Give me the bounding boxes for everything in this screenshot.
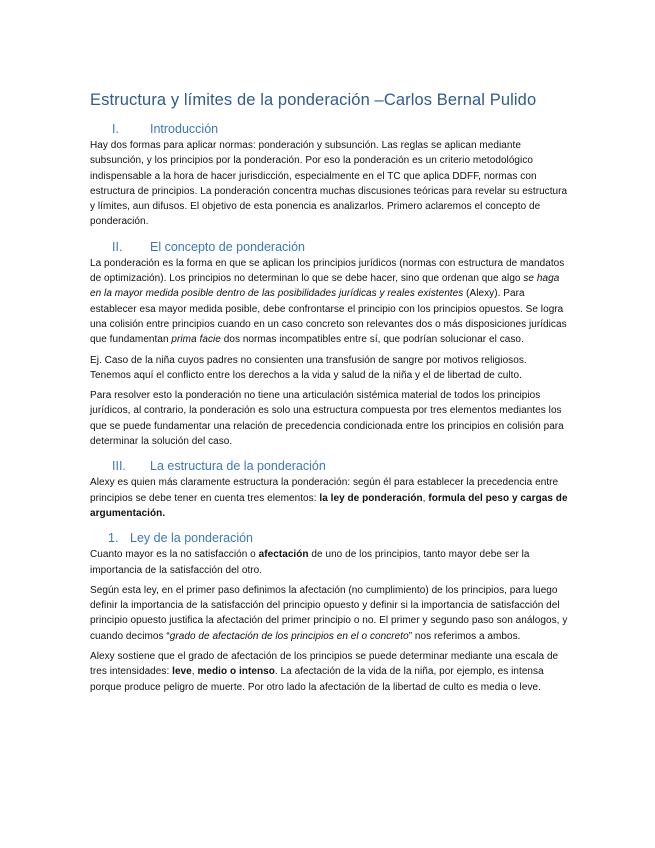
section-heading-estructura <box>90 457 568 475</box>
section-title: La estructura de la ponderación <box>150 459 326 474</box>
section-number: II. <box>112 239 123 254</box>
section-heading-concepto <box>90 238 568 256</box>
page-title: Estructura y límites de la ponderación –Carlos Bernal Pulido <box>90 91 537 109</box>
section-number: I. <box>112 122 119 136</box>
paragraph-concepto-3: Para resolver esto la ponderación no tiene una articulación sistémica material de todos los principios jurídicos, al contrario, la ponderación es solo una estructura compuesta por tres elementos mediantes los que se puede fundamentar una relación de precedencia condicionada entre los principios en colisión para determinar la solución del caso. <box>90 390 564 448</box>
paragraph-concepto-1: La ponderación es la forma en que se aplican los principios jurídicos (normas con estructura de mandatos de optimización). Los principios no determinan lo que se debe hacer, sino que ordenan que algo se haga en la mayor medida posible dentro de las posibilidades jurídicas y reales existentes (Alexy). Para establecer esa mayor medida posible, debe confrontarse el principio con los principios opuestos. Se logra una colisión entre principios cuando en un caso concreto son relevantes dos o más disposiciones jurídicas que fundamentan prima facie dos normas incompatibles entre sí, que podrían solucionar el caso. <box>90 257 567 346</box>
section-number: III. <box>112 459 126 474</box>
paragraph-ley-3: Alexy sostiene que el grado de afectación de los principios se puede determinar mediante una escala de tres intensidades: leve, medio o intenso. La afectación de la vida de la niña, por ejemplo, es intensa porque produce peligro de muerte. Por otro lado la afectación de la libertad de culto es media o leve. <box>90 651 559 693</box>
paragraph-estructura-1: Alexy es quien más claramente estructura la ponderación: según él para establecer la precedencia entre principios se debe tener en cuenta tres elementos: la ley de ponderación, formula del peso y cargas de argumentación. <box>90 477 568 519</box>
paragraph-introduccion: Hay dos formas para aplicar normas: ponderación y subsunción. Las reglas se aplican mediante subsunción, y los principios por la ponderación. Por eso la ponderación es un criterio metodológico indispensable a la hora de hacer jurisdicción, especialmente en el TC que aplica DDFF, normas con estructura de principios. La ponderación concentra muchas discusiones teóricas para revelar su estructura y límites, aun difusos. El objetivo de esta ponencia es analizarlos. Primero aclaremos el concepto de ponderación. <box>90 140 568 228</box>
subsection-heading-ley-ponderacion <box>90 529 568 547</box>
subsection-title: Ley de la ponderación <box>130 531 254 546</box>
section-heading-introduccion <box>90 120 568 138</box>
paragraph-ley-1: Cuanto mayor es la no satisfacción o afectación de uno de los principios, tanto mayor debe ser la importancia de la satisfacción del otro. <box>90 549 530 576</box>
subsection-number: 1. <box>108 531 119 546</box>
section-title: Introducción <box>150 122 219 136</box>
paragraph-concepto-example: Ej. Caso de la niña cuyos padres no consienten una transfusión de sangre por motivos religiosos. Tenemos aquí el conflicto entre los derechos a la vida y salud de la niña y el de libertad de culto. <box>90 354 527 381</box>
paragraph-ley-2: Según esta ley, en el primer paso definimos la afectación (no cumplimiento) de los principios, para luego definir la importancia de la satisfacción del principio opuesto y definir si la importancia de satisfacción del principio opuesto justifica la afectación del primer principio o no. El primer y segundo paso son análogos, y cuando decimos “grado de afectación de los principios en el o concreto” nos referimos a ambos. <box>90 584 568 642</box>
section-title: El concepto de ponderación <box>150 239 305 254</box>
document-content <box>90 88 568 695</box>
